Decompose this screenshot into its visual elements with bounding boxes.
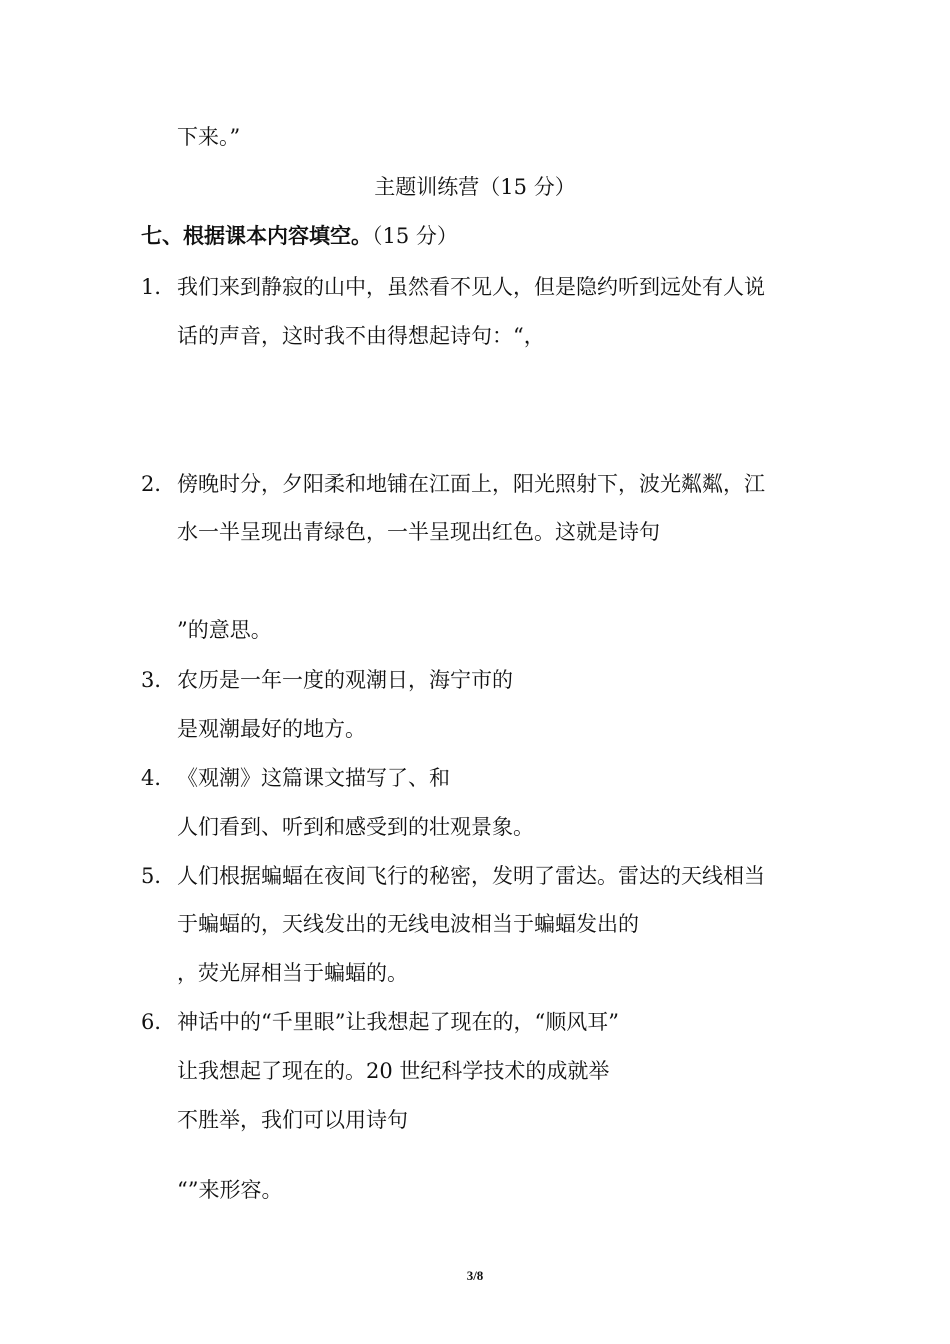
item-3-line-1: 农历是一年一度的观潮日，海宁市的 [177, 668, 513, 692]
item-6-line-4: “”来形容。 [177, 1178, 283, 1202]
question-heading-bold: 七、根据课本内容填空。 [141, 223, 372, 248]
item-2-line-1: 傍晚时分，夕阳柔和地铺在江面上，阳光照射下，波光粼粼，江 [177, 472, 765, 496]
item-6-number: 6． [141, 1010, 176, 1034]
item-3-line-2: 是观潮最好的地方。 [177, 717, 366, 741]
continuation-text: 下来。” [177, 125, 241, 149]
question-heading [141, 222, 458, 250]
item-1-number: 1． [141, 275, 176, 299]
item-6-line-3: 不胜举，我们可以用诗句 [177, 1108, 408, 1132]
item-2-line-2: 水一半呈现出青绿色，一半呈现出红色。这就是诗句 [177, 520, 660, 544]
item-3-number: 3． [141, 668, 176, 692]
item-5-number: 5． [141, 864, 176, 888]
item-4-line-2: 人们看到、听到和感受到的壮观景象。 [177, 815, 534, 839]
item-5-line-3: ，荧光屏相当于蝙蝠的。 [177, 961, 408, 985]
section-title: 主题训练营（15 分） [374, 175, 576, 199]
item-6-line-1: 神话中的“千里眼”让我想起了现在的，“顺风耳” [177, 1010, 619, 1034]
item-6-line-2: 让我想起了现在的。20 世纪科学技术的成就举 [177, 1059, 610, 1083]
item-5-line-1: 人们根据蝙蝠在夜间飞行的秘密，发明了雷达。雷达的天线相当 [177, 864, 765, 888]
item-4-number: 4． [141, 766, 176, 790]
item-5-line-2: 于蝙蝠的，天线发出的无线电波相当于蝙蝠发出的 [177, 912, 639, 936]
page-number: 3/8 [466, 1268, 484, 1283]
item-2-line-3: ”的意思。 [177, 618, 272, 642]
item-1-line-1: 我们来到静寂的山中，虽然看不见人，但是隐约听到远处有人说 [177, 275, 765, 299]
question-heading-score: （15 分） [372, 224, 458, 248]
item-4-line-1: 《观潮》这篇课文描写了、和 [177, 766, 450, 790]
item-2-number: 2． [141, 472, 176, 496]
item-1-line-2: 话的声音，这时我不由得想起诗句：“， [177, 324, 545, 348]
